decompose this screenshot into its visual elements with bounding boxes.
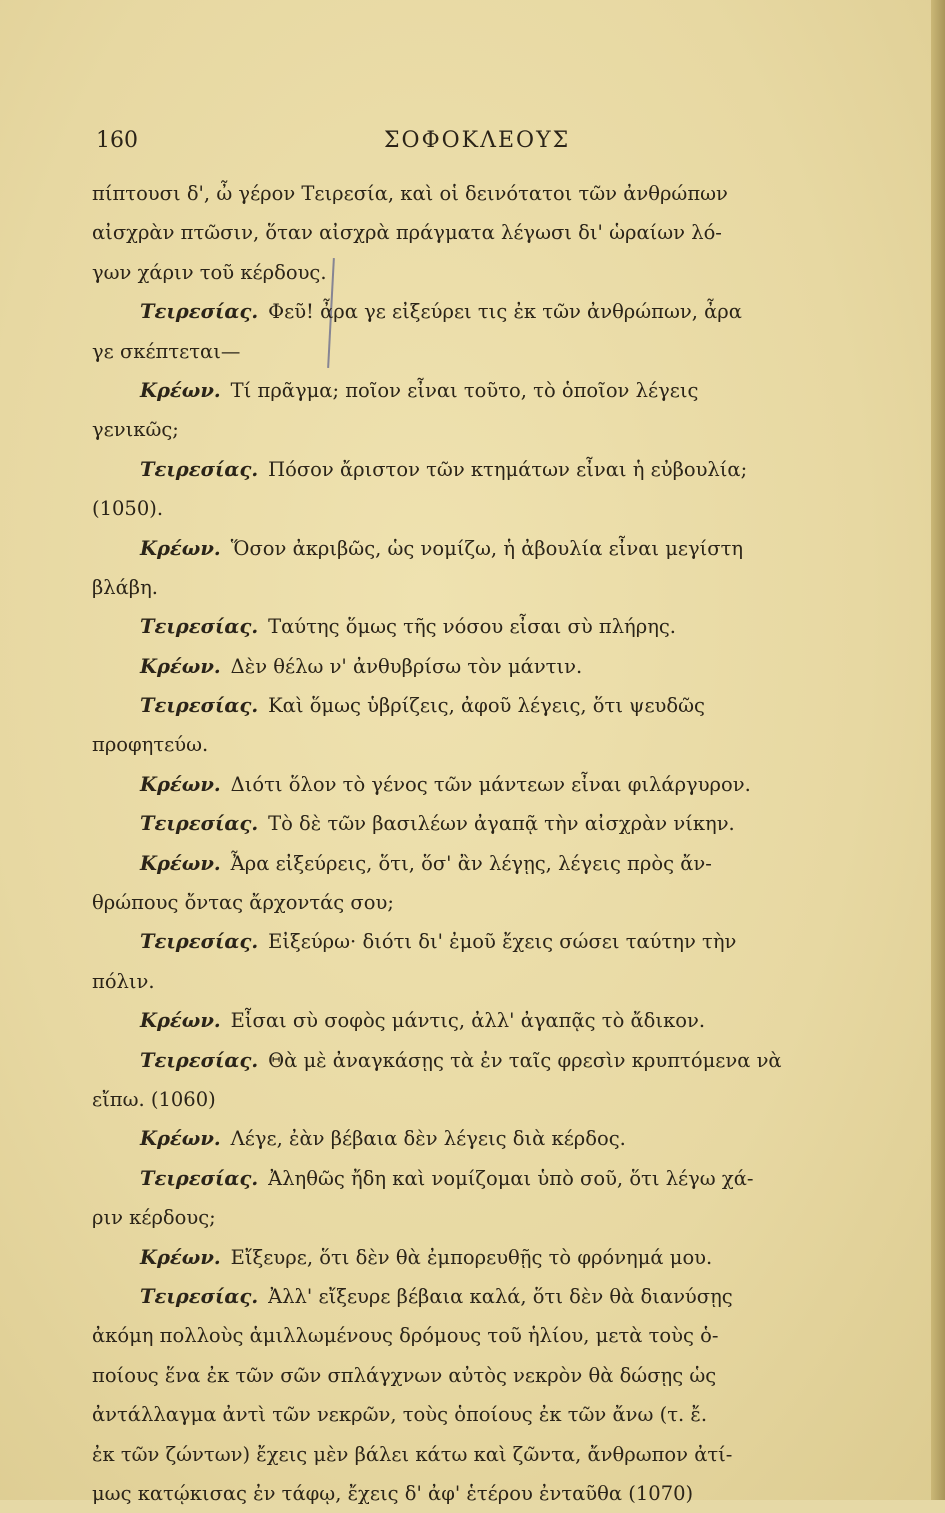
line-text: Δὲν θέλω ν' ἀνθυβρίσω τὸν μάντιν. bbox=[230, 654, 583, 678]
speaker-name: Τειρεσίας. bbox=[140, 615, 259, 639]
speaker-name: Τειρεσίας. bbox=[140, 300, 259, 324]
dialogue-line bbox=[92, 1277, 882, 1316]
line-text: Εἶσαι σὺ σοφὸς μάντις, ἀλλ' ἀγαπᾷς τὸ ἄδικον. bbox=[230, 1009, 706, 1033]
line-text: εἴπω. (1060) bbox=[92, 1087, 216, 1111]
line-text: βλάβη. bbox=[92, 575, 158, 599]
line-text: Ἀληθῶς ἤδη καὶ νομίζομαι ὑπὸ σοῦ, ὅτι λέγω χά- bbox=[268, 1166, 754, 1190]
dialogue-line bbox=[92, 371, 882, 410]
line-text: προφητεύω. bbox=[92, 733, 209, 757]
line-text: Λέγε, ἐὰν βέβαια δὲν λέγεις διὰ κέρδος. bbox=[230, 1127, 626, 1151]
line-text: Ταύτης ὅμως τῆς νόσου εἶσαι σὺ πλήρης. bbox=[268, 615, 677, 639]
line-text: Ἆρα εἰξεύρεις, ὅτι, ὅσ' ἂν λέγῃς, λέγεις πρὸς ἄν- bbox=[230, 851, 712, 875]
dialogue-line bbox=[92, 844, 882, 883]
dialogue-line bbox=[92, 607, 882, 646]
page-edge bbox=[931, 0, 945, 1500]
speaker-name: Τειρεσίας. bbox=[140, 1048, 259, 1072]
text-line bbox=[92, 1080, 882, 1119]
text-line bbox=[92, 1198, 882, 1237]
page-number: 160 bbox=[96, 128, 138, 153]
dialogue-line bbox=[92, 1119, 882, 1158]
line-text: Τὸ δὲ τῶν βασιλέων ἀγαπᾷ τὴν αἰσχρὰν νίκην. bbox=[268, 812, 735, 836]
dialogue-line bbox=[92, 647, 882, 686]
line-text: ριν κέρδους; bbox=[92, 1206, 216, 1230]
text-line bbox=[92, 410, 882, 449]
text-line bbox=[92, 213, 882, 252]
dialogue-line bbox=[92, 922, 882, 961]
speaker-name: Κρέων. bbox=[140, 1127, 221, 1151]
dialogue-line bbox=[92, 765, 882, 804]
dialogue-line bbox=[92, 529, 882, 568]
line-text: Τί πρᾶγμα; ποῖον εἶναι τοῦτο, τὸ ὁποῖον λέγεις bbox=[230, 378, 699, 402]
line-text: Εἰξεύρω· διότι δι' ἐμοῦ ἔχεις σώσει ταύτην τὴν bbox=[268, 930, 737, 954]
line-text: γενικῶς; bbox=[92, 418, 179, 442]
speaker-name: Κρέων. bbox=[140, 378, 221, 402]
speaker-name: Τειρεσίας. bbox=[140, 930, 259, 954]
text-line bbox=[92, 1316, 882, 1355]
text-line bbox=[92, 253, 882, 292]
line-text: Ὅσον ἀκριβῶς, ὡς νομίζω, ἡ ἀβουλία εἶναι μεγίστη bbox=[230, 536, 744, 560]
text-line bbox=[92, 725, 882, 764]
speaker-name: Κρέων. bbox=[140, 1009, 221, 1033]
dialogue-line bbox=[92, 1001, 882, 1040]
line-text: πίπτουσι δ', ὦ γέρον Τειρεσία, καὶ οἱ δεινότατοι τῶν ἀνθρώπων bbox=[92, 182, 728, 205]
text-line bbox=[92, 332, 882, 371]
line-text: ποίους ἕνα ἐκ τῶν σῶν σπλάγχνων αὐτὸς νεκρὸν θὰ δώσῃς ὡς bbox=[92, 1363, 717, 1387]
line-text: γε σκέπτεται— bbox=[92, 339, 241, 363]
speaker-name: Κρέων. bbox=[140, 536, 221, 560]
line-text: ἀντάλλαγμα ἀντὶ τῶν νεκρῶν, τοὺς ὁποίους ἐκ τῶν ἄνω (τ. ἔ. bbox=[92, 1403, 708, 1427]
line-text: ἀκόμη πολλοὺς ἁμιλλωμένους δρόμους τοῦ ἡλίου, μετὰ τοὺς ὁ- bbox=[92, 1324, 719, 1348]
header-title: ΣΟΦΟΚΛΕΟΥΣ bbox=[384, 128, 571, 153]
speaker-name: Τειρεσίας. bbox=[140, 1166, 259, 1190]
text-line bbox=[92, 1435, 882, 1474]
line-text: μως κατῴκισας ἐν τάφῳ, ἔχεις δ' ἀφ' ἑτέρου ἐνταῦθα (1070) bbox=[92, 1481, 694, 1505]
text-line bbox=[92, 489, 882, 528]
line-text: αἰσχρὰν πτῶσιν, ὅταν αἰσχρὰ πράγματα λέγωσι δι' ὡραίων λό- bbox=[92, 221, 722, 245]
line-text: Πόσον ἄριστον τῶν κτημάτων εἶναι ἡ εὐβουλία; bbox=[268, 457, 748, 481]
line-text: (1050). bbox=[92, 497, 164, 521]
line-text: Ἀλλ' εἴξευρε βέβαια καλά, ὅτι δὲν θὰ διανύσῃς bbox=[268, 1284, 733, 1308]
dialogue-line bbox=[92, 1238, 882, 1277]
dialogue-line bbox=[92, 450, 882, 489]
running-head bbox=[96, 128, 876, 162]
speaker-name: Κρέων. bbox=[140, 1245, 221, 1269]
line-text: γων χάριν τοῦ κέρδους. bbox=[92, 260, 327, 284]
text-line bbox=[92, 883, 882, 922]
speaker-name: Τειρεσίας. bbox=[140, 694, 259, 718]
line-text: ἐκ τῶν ζώντων) ἔχεις μὲν βάλει κάτω καὶ ζῶντα, ἄνθρωπον ἀτί- bbox=[92, 1442, 733, 1466]
text-line bbox=[92, 962, 882, 1001]
dialogue-line bbox=[92, 686, 882, 725]
text-line bbox=[92, 1474, 882, 1513]
text-line bbox=[92, 1395, 882, 1434]
dialogue-line bbox=[92, 804, 882, 843]
text-line bbox=[92, 568, 882, 607]
dialogue-line bbox=[92, 1041, 882, 1080]
speaker-name: Κρέων. bbox=[140, 654, 221, 678]
line-text: Διότι ὅλον τὸ γένος τῶν μάντεων εἶναι φιλάργυρον. bbox=[230, 772, 751, 796]
line-text: θρώπους ὄντας ἄρχοντάς σου; bbox=[92, 891, 394, 915]
speaker-name: Κρέων. bbox=[140, 772, 221, 796]
line-text: Φεῦ! ἆρα γε εἰξεύρει τις ἐκ τῶν ἀνθρώπων, ἆρα bbox=[268, 300, 742, 324]
speaker-name: Τειρεσίας. bbox=[140, 1284, 259, 1308]
line-text: Εἴξευρε, ὅτι δὲν θὰ ἐμπορευθῇς τὸ φρόνημά μου. bbox=[230, 1245, 713, 1269]
line-text: Καὶ ὅμως ὑβρίζεις, ἀφοῦ λέγεις, ὅτι ψευδῶς bbox=[268, 694, 705, 718]
line-text: Θὰ μὲ ἀναγκάσῃς τὰ ἐν ταῖς φρεσὶν κρυπτόμενα νὰ bbox=[268, 1048, 782, 1072]
line-text: πόλιν. bbox=[92, 969, 155, 993]
dialogue-line bbox=[92, 1159, 882, 1198]
text-line bbox=[92, 1356, 882, 1395]
speaker-name: Κρέων. bbox=[140, 851, 221, 875]
play-text bbox=[92, 174, 882, 1513]
speaker-name: Τειρεσίας. bbox=[140, 812, 259, 836]
speaker-name: Τειρεσίας. bbox=[140, 457, 259, 481]
text-line bbox=[92, 174, 882, 213]
dialogue-line bbox=[92, 292, 882, 331]
